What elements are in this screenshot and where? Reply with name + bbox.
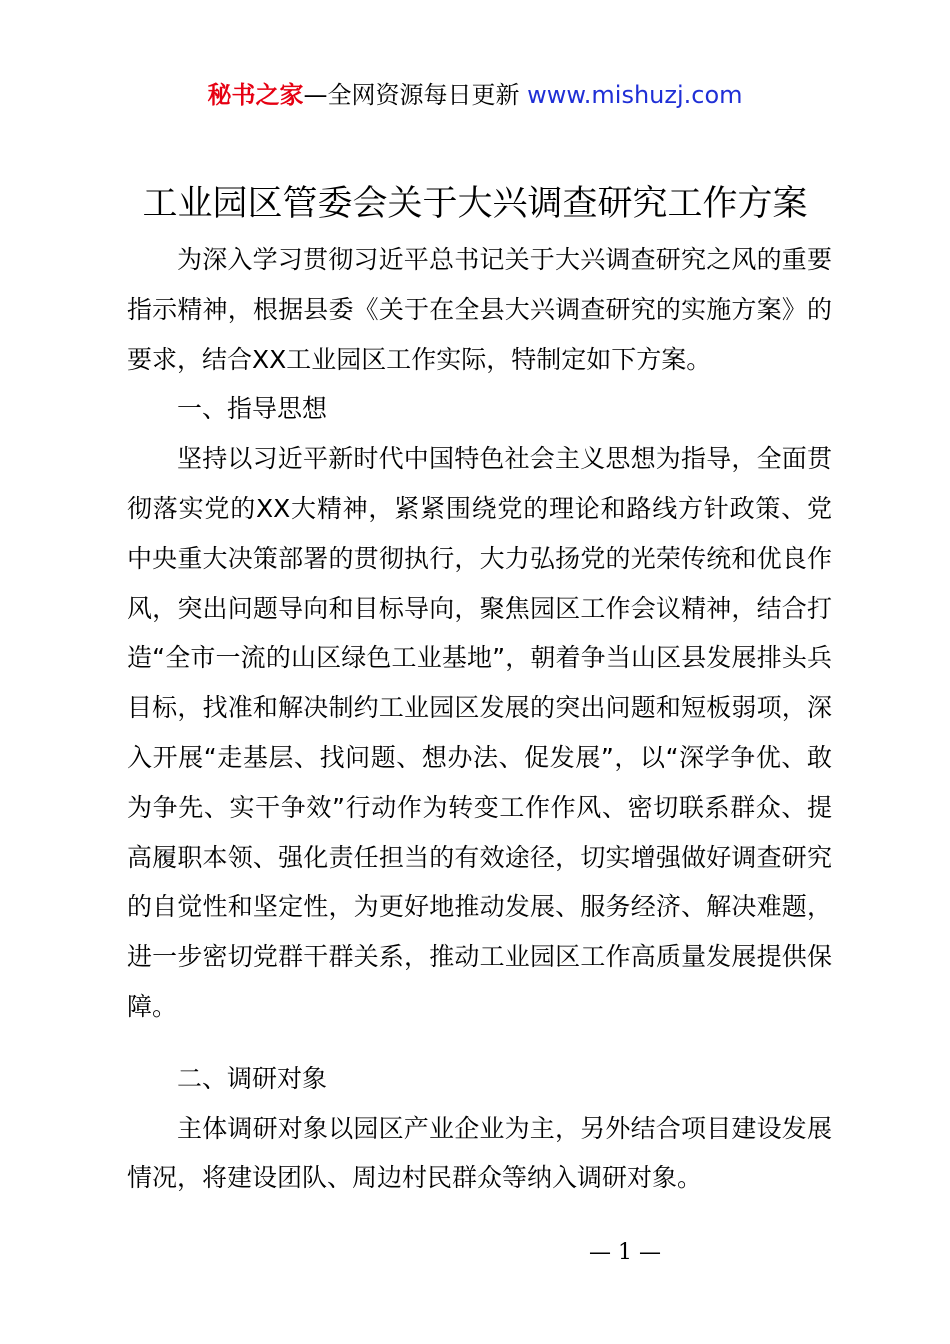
site-brand: 秘书之家 bbox=[207, 81, 304, 109]
intro-paragraph: 为深入学习贯彻习近平总书记关于大兴调查研究之风的重要指示精神，根据县委《关于在全县大兴调查研究的实施方案》的要求，结合XX工业园区工作实际，特制定如下方案。 bbox=[127, 245, 832, 374]
site-tagline: —全网资源每日更新 bbox=[303, 81, 528, 109]
page-number-text: — 1 — bbox=[589, 1240, 661, 1265]
document-body bbox=[127, 235, 832, 1203]
site-header bbox=[0, 78, 950, 112]
section-heading-research-objects: 二、调研对象 bbox=[177, 1063, 328, 1093]
research-objects-paragraph: 主体调研对象以园区产业企业为主，另外结合项目建设发展情况，将建设团队、周边村民群众等纳入调研对象。 bbox=[127, 1113, 832, 1193]
section-heading-guiding-ideology: 一、指导思想 bbox=[177, 394, 328, 424]
document-title: 工业园区管委会关于大兴调查研究工作方案 bbox=[142, 184, 808, 224]
guiding-ideology-paragraph: 坚持以习近平新时代中国特色社会主义思想为指导，全面贯彻落实党的XX大精神，紧紧围绕党的理论和路线方针政策、党中央重大决策部署的贯彻执行，大力弘扬党的光荣传统和优良作风，突出问题导向和目标导向，聚焦园区工作会议精神，结合打造“全市一流的山区绿色工业基地”，朝着争当山区县发展排头兵目标，找准和解决制约工业园区发展的突出问题和短板弱项，深入开展“走基层、找问题、想办法、促发展”，以“深学争优、敢为争先、实干争效”行动作为转变工作作风、密切联系群众、提高履职本领、强化责任担当的有效途径，切实增强做好调查研究的自觉性和坚定性，为更好地推动发展、服务经济、解决难题，进一步密切党群干群关系，推动工业园区工作高质量发展提供保障。 bbox=[127, 444, 832, 1021]
site-url-link[interactable]: www.mishuzj.com bbox=[527, 81, 743, 109]
page-number bbox=[0, 1238, 950, 1268]
